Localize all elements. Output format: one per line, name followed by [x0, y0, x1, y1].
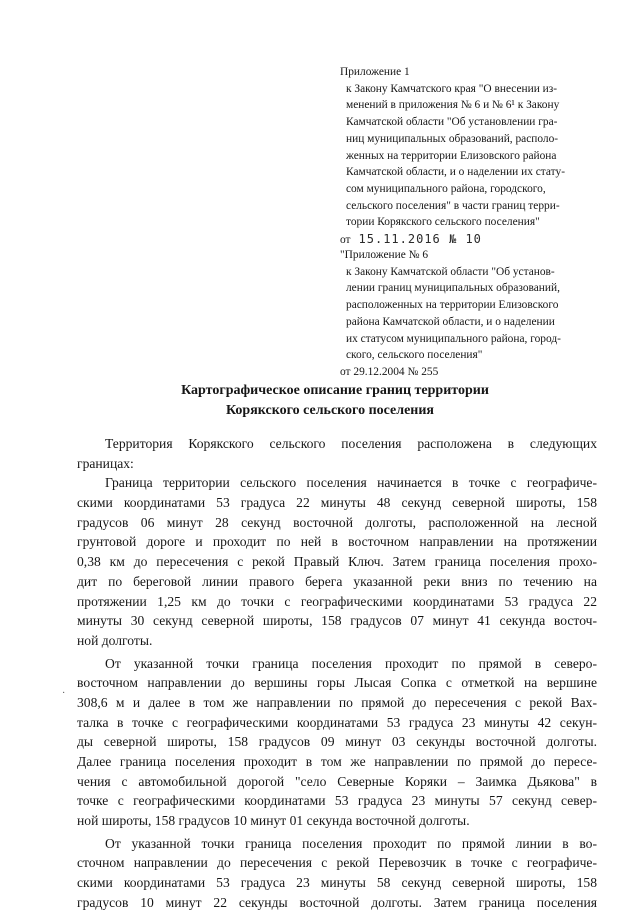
- appendix-1-line: сельского поселения" в части границ терри-: [346, 199, 560, 212]
- body-line: 0,38 км до пересечения с рекой Правый Ключ. Затем граница поселения прохо-: [77, 554, 597, 570]
- appendix-1-line: Приложение 1: [340, 66, 410, 78]
- date-prefix: от: [340, 234, 351, 247]
- body-line: ды северной широты, 158 градусов 09 минут 03 секунды восточной долготы.: [77, 734, 597, 750]
- body-line: ной широты, 158 градусов 10 минут 01 секунда восточной долготы.: [77, 813, 470, 829]
- appendix-1-line: к Закону Камчатского края "О внесении из-: [346, 82, 558, 95]
- appendix-6-line: их статусом муниципального района, город-: [346, 332, 561, 345]
- body-line: талка в точке с географическими координатами 53 градуса 23 минуты 42 секун-: [77, 714, 597, 730]
- appendix-1-line: Камчатской области, и о наделении их стату-: [346, 166, 565, 179]
- body-line: Граница территории сельского поселения начинается в точке с географиче-: [105, 475, 597, 491]
- body-line: сточном направлении до пересечения с рекой Перевозчик в точке с географиче-: [77, 855, 597, 871]
- appendix-1-line: тории Корякского сельского поселения": [346, 216, 540, 229]
- body-line: дит по береговой линии правого берега указанной реки вниз по течению на: [77, 573, 597, 589]
- body-line: границах:: [77, 455, 134, 471]
- appendix-6-line: к Закону Камчатской области "Об установ-: [346, 265, 555, 278]
- appendix-1-line: менений в приложения № 6 и № 6¹ к Закону: [346, 99, 560, 112]
- body-line: ной долготы.: [77, 632, 153, 648]
- body-line: 308,6 м и далее в том же направлении по прямой до пересечения с рекой Вах-: [77, 694, 597, 710]
- appendix-6-line: "Приложение № 6: [340, 249, 429, 261]
- appendix-6-line: от 29.12.2004 № 255: [340, 365, 439, 378]
- margin-mark: ·: [62, 688, 66, 699]
- body-line: скими координатами 53 градуса 22 минуты 48 секунд северной широты, 158: [77, 495, 597, 511]
- body-line: Далее граница поселения проходит в том же направлении по прямой до пересе-: [77, 754, 597, 769]
- body-line: От указанной точки граница поселения проходит по прямой в северо-: [105, 655, 597, 671]
- body-line: градусов 06 минут 28 секунд восточной долготы, расположенной на лесной: [77, 514, 597, 530]
- document-body: [77, 434, 597, 913]
- body-line: точке с географическими координатами 53 градуса 23 минуты 57 секунд север-: [77, 793, 597, 809]
- appendix-6-line: лении границ муниципальных образований,: [346, 282, 560, 295]
- body-line: градусов 10 минут 22 секунды восточной долготы. Затем граница поселения: [77, 894, 597, 910]
- appendix-1-line: женных на территории Елизовского района: [346, 149, 557, 162]
- title-line-2: Корякского сельского поселения: [225, 402, 435, 418]
- body-line: скими координатами 53 градуса 23 минуты 58 секунд северной широты, 158: [77, 875, 597, 891]
- appendix-1-line: ниц муниципальных образований, располо-: [346, 132, 559, 145]
- body-line: грунтовой дороге и проходит по ней в восточном направлении на протяжении: [77, 534, 597, 550]
- body-line: чения с автомобильной дорогой "село Северные Коряки – Заимка Дьякова" в: [77, 773, 597, 789]
- body-line: Территория Корякского сельского поселения расположена в следующих: [105, 436, 597, 451]
- appendix-6-header: [340, 247, 602, 381]
- body-line: протяжении 1,25 км до точки с географическими координатами 53 градуса 22: [77, 593, 597, 609]
- body-line: От указанной точки граница поселения проходит по прямой линии в во-: [105, 835, 597, 851]
- appendix-6-line: расположенных на территории Елизовского: [346, 299, 559, 312]
- appendix-6-line: района Камчатской области, и о наделении: [346, 315, 555, 328]
- appendix-1-line: сом муниципального района, городского,: [346, 182, 546, 195]
- body-line: восточном направлении до вершины горы Лысая Сопка с отметкой на вершине: [77, 675, 597, 691]
- title-line-1: Картографическое описание границ территории: [181, 383, 489, 398]
- document-title: [0, 381, 640, 420]
- appendix-1-header: [340, 64, 602, 249]
- appendix-6-line: ского, сельского поселения": [346, 349, 483, 362]
- handwritten-date-number: 15.11.2016 № 10: [358, 232, 482, 247]
- appendix-1-line: Камчатской области "Об установлении гра-: [346, 116, 558, 129]
- body-line: минуты 30 секунд северной широты, 158 градусов 07 минут 41 секунда восточ-: [77, 613, 597, 629]
